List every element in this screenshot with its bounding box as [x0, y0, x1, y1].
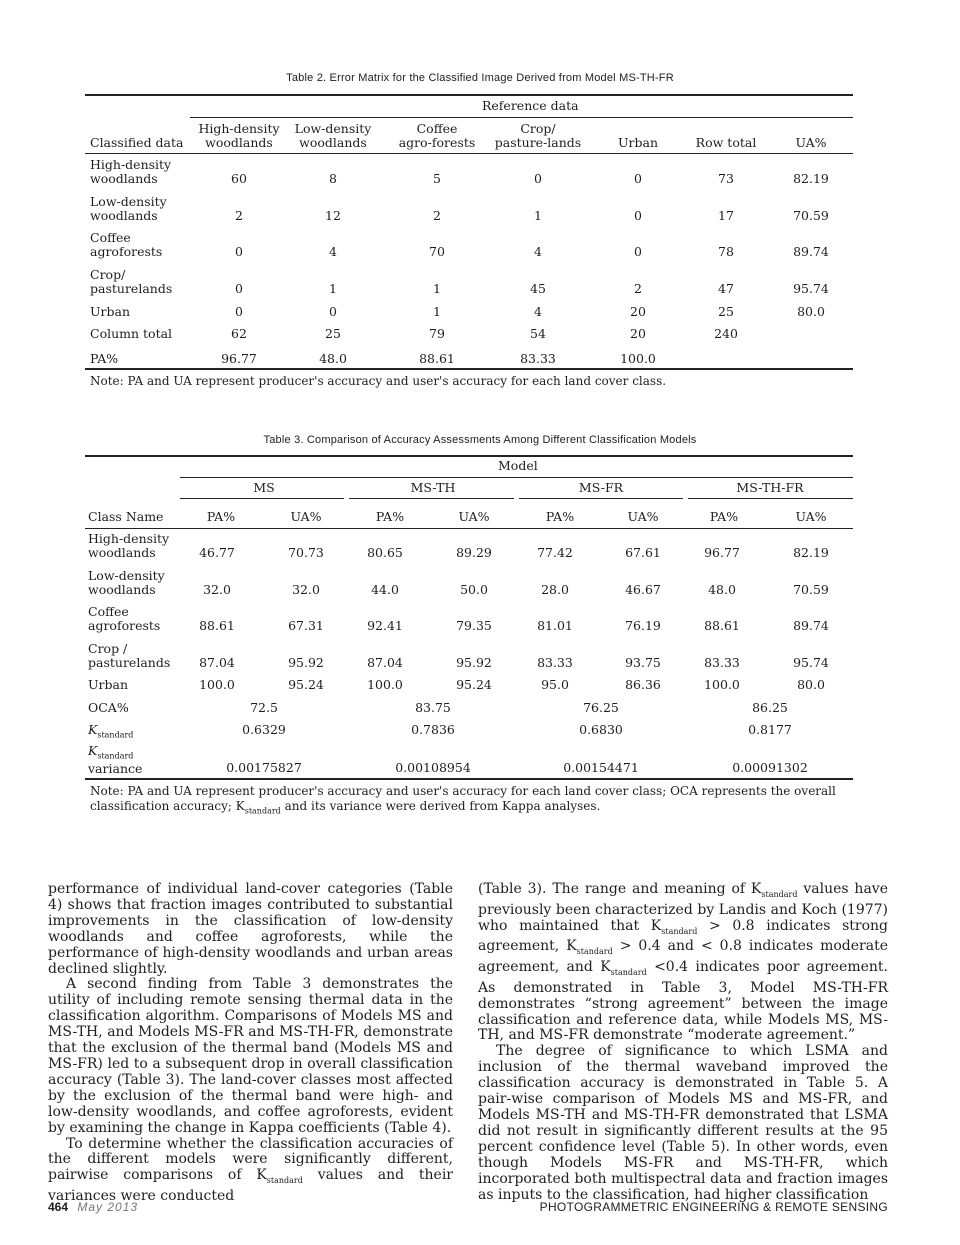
- table3-cell: 77.42: [537, 545, 573, 560]
- table3-note-line1: Note: PA and UA represent producer's accuracy and user's accuracy for each land cover class; OCA represents the overall: [90, 784, 836, 798]
- left-paragraph-1: performance of individual land-cover categories (Table 4) shows that fraction images contributed to substantial improvements in the classification of low-density woodlands and coffee agroforests, while the performance of high-density woodlands and urban areas declined slightly.: [48, 881, 453, 977]
- table3-cell: 70.73: [288, 545, 324, 560]
- table3-cell: 87.04: [199, 655, 235, 670]
- table3-cell: 83.33: [704, 655, 740, 670]
- table3-cell: 100.0: [199, 677, 235, 692]
- table3-span-rule: [180, 477, 853, 478]
- table2-cell: 89.74: [793, 244, 829, 259]
- table2-cell: 48.0: [319, 351, 347, 366]
- table2-cell: 0: [634, 208, 642, 223]
- table3-kappa-value: 0.7836: [411, 722, 455, 737]
- table3-cell: 79.35: [456, 618, 492, 633]
- table3-cell: 67.61: [625, 545, 661, 560]
- table3-subheader: UA%: [627, 509, 659, 524]
- table2-cell: 8: [329, 171, 337, 186]
- table3-bottom-rule: [85, 778, 853, 780]
- right-column: [478, 882, 888, 1203]
- table2-cell: 82.19: [793, 171, 829, 186]
- table2-col-high-density: High-density woodlands: [198, 121, 280, 150]
- table3-row-label: High-density woodlands: [88, 531, 170, 560]
- table2-cell: 20: [630, 326, 646, 341]
- table3-cell: 100.0: [704, 677, 740, 692]
- table2-cell: 95.74: [793, 281, 829, 296]
- table2-cell: 70: [429, 244, 445, 259]
- table3-subheader: UA%: [795, 509, 827, 524]
- table2-col-coffee: Coffee agro-forests: [398, 121, 476, 150]
- table2-cell: 1: [433, 304, 441, 319]
- table3-model-rule: [349, 498, 514, 499]
- table3-kvar-label: $K_{standard}$ variance: [88, 743, 143, 776]
- table2-cell: 54: [530, 326, 546, 341]
- table2-cell: 25: [325, 326, 341, 341]
- table3-caption: Table 3. Comparison of Accuracy Assessments Among Different Classification Models: [263, 434, 697, 446]
- table3-cell: 81.01: [537, 618, 573, 633]
- table3-cell: 28.0: [541, 582, 569, 597]
- table3-cell: 95.74: [793, 655, 829, 670]
- table3-cell: 80.0: [797, 677, 825, 692]
- table2-cell: 4: [534, 244, 542, 259]
- table3-model-ms: MS: [253, 480, 275, 495]
- table3-cell: 100.0: [367, 677, 403, 692]
- table3-cell: 95.92: [456, 655, 492, 670]
- table3-row-label: Low-density woodlands: [88, 568, 165, 597]
- table3-kappa-value: 0.6830: [579, 722, 623, 737]
- table2-cell: 2: [634, 281, 642, 296]
- table3-cell: 48.0: [708, 582, 736, 597]
- table2-cell: 1: [433, 281, 441, 296]
- table2-col-urban: Urban: [617, 135, 659, 150]
- table3-kappa-value: 0.6329: [242, 722, 286, 737]
- issue-date: May 2013: [77, 1200, 139, 1214]
- table2-cell: 100.0: [620, 351, 656, 366]
- table3-kvar-value: 0.00175827: [226, 760, 302, 775]
- table2-col-classified-data: Classified data: [90, 135, 184, 150]
- table3-cell: 95.24: [456, 677, 492, 692]
- table2-head-rule: [85, 153, 853, 154]
- table3-cell: 46.77: [199, 545, 235, 560]
- table3-subheader: PA%: [206, 509, 236, 524]
- table3-cell: 89.74: [793, 618, 829, 633]
- table3-cell: 32.0: [203, 582, 231, 597]
- table3-cell: 95.92: [288, 655, 324, 670]
- table2-cell: 0: [534, 171, 542, 186]
- table2-cell: 78: [718, 244, 734, 259]
- table2-cell: 47: [718, 281, 734, 296]
- footer-left: [48, 1200, 138, 1214]
- table2-note: Note: PA and UA represent producer's accuracy and user's accuracy for each land cover class.: [90, 374, 667, 388]
- table3-model-ms-fr: MS-FR: [578, 480, 624, 495]
- table3-subheader: PA%: [709, 509, 739, 524]
- table3-cell: 93.75: [625, 655, 661, 670]
- table2-row-label: Column total: [90, 326, 173, 341]
- table3-model-ms-th-fr: MS-TH-FR: [736, 480, 804, 495]
- page-number: 464: [48, 1200, 69, 1214]
- table3-cell: 96.77: [704, 545, 740, 560]
- table3-cell: 86.36: [625, 677, 661, 692]
- table3-cell: 80.65: [367, 545, 403, 560]
- table2-cell: 0: [235, 281, 243, 296]
- table2-row-label: Low-density woodlands: [90, 194, 167, 223]
- table2-cell: 60: [231, 171, 247, 186]
- table3-subheader: UA%: [290, 509, 322, 524]
- table2-cell: 62: [231, 326, 247, 341]
- table3-cell: 89.29: [456, 545, 492, 560]
- table3-row-label: Urban: [88, 677, 129, 692]
- table2-cell: 70.59: [793, 208, 829, 223]
- table2-top-rule: [85, 94, 853, 96]
- table3-subheader: PA%: [375, 509, 405, 524]
- table2-cell: 1: [329, 281, 337, 296]
- table2-cell: 0: [235, 244, 243, 259]
- table3-row-label: Crop / pasturelands: [88, 641, 171, 670]
- table2-span-header: Reference data: [482, 98, 579, 113]
- table3-kappa-value: 0.8177: [748, 722, 792, 737]
- table3-cell: 76.19: [625, 618, 661, 633]
- table3-class-header: Class Name: [88, 509, 164, 524]
- table2-cell: 5: [433, 171, 441, 186]
- table2-cell: 25: [718, 304, 734, 319]
- table2-cell: 0: [634, 171, 642, 186]
- table2-cell: 80.0: [797, 304, 825, 319]
- table2-row-label: High-density woodlands: [90, 157, 172, 186]
- table3-top-rule: [85, 455, 853, 457]
- table3-model-rule: [519, 498, 683, 499]
- table3-model-rule: [180, 498, 344, 499]
- table3-cell: 46.67: [625, 582, 661, 597]
- table2-col-ua: UA%: [795, 135, 827, 150]
- table2-row-label: Urban: [90, 304, 131, 319]
- table3-cell: 88.61: [704, 618, 740, 633]
- table2-cell: 20: [630, 304, 646, 319]
- table3-oca-value: 83.75: [415, 700, 451, 715]
- table3-kvar-value: 0.00091302: [732, 760, 808, 775]
- table2-cell: 17: [718, 208, 734, 223]
- table2-col-crop-pasture: Crop/ pasture-lands: [494, 121, 582, 150]
- table3-cell: 82.19: [793, 545, 829, 560]
- table3-cell: 95.0: [541, 677, 569, 692]
- table3-note-line2: classification accuracy; $K_{standard}$ and its variance were derived from Kappa analyses.: [90, 799, 601, 816]
- table3-cell: 32.0: [292, 582, 320, 597]
- table2-row-label: Coffee agroforests: [90, 230, 163, 259]
- table3-kappa-label: $K_{standard}$: [88, 722, 134, 740]
- table2-col-row-total: Row total: [695, 135, 757, 150]
- table3-subheader: UA%: [458, 509, 490, 524]
- right-paragraph-2: The degree of significance to which LSMA and inclusion of the thermal waveband improved the classification accuracy is demonstrated in Table 5. A pair-wise comparison of Models MS and MS-FR, and Models MS-TH and MS-TH-FR demonstrated that LSMA did not result in significantly different results at the 95 percent confidence level (Table 5). In other words, even though Models MS-FR and MS-TH-FR, which incorporated both multispectral data and fraction images as inputs to the classification, had higher classification: [478, 1043, 888, 1203]
- right-paragraph-1: (Table 3). The range and meaning of $K_{standard}$ values have previously been characterized by Landis and Koch (1977) who maintained that $K_{standard} > 0.8$ indicates strong agreement, $K_{standard} > 0.4$ and < 0.8 indicates moderate agreement, and $K_{standard} <0.4$ indicates poor agreement. As demonstrated in Table 3, Model MS-TH-FR demonstrates “strong agreement” between the image classification and reference data, while Models MS, MS-TH, and MS-FR demonstrate “moderate agreement.”: [478, 881, 888, 1044]
- left-paragraph-2: A second finding from Table 3 demonstrates the utility of including remote sensing thermal data in the classification algorithm. Comparisons of Models MS and MS-TH, and Models MS-FR and MS-TH-FR, demonstrate that the exclusion of the thermal band (Models MS and MS-FR) led to a subsequent drop in overall classification accuracy (Table 3). The land-cover classes most affected by the exclusion of the thermal band were high- and low-density woodlands, and coffee agroforests, evident by examining the change in Kappa coefficients (Table 4).: [48, 976, 453, 1136]
- table2-cell: 12: [325, 208, 341, 223]
- table2-cell: 83.33: [520, 351, 556, 366]
- table3-oca-value: 72.5: [250, 700, 278, 715]
- table2-cell: 0: [634, 244, 642, 259]
- table2-cell: 79: [429, 326, 445, 341]
- table3-head-rule: [85, 528, 853, 529]
- table3-model-rule: [688, 498, 853, 499]
- table2-cell: 1: [534, 208, 542, 223]
- table2-cell: 88.61: [419, 351, 455, 366]
- table3-cell: 50.0: [460, 582, 488, 597]
- table2-span-rule: [190, 117, 853, 118]
- table3-cell: 87.04: [367, 655, 403, 670]
- table2-cell: 45: [530, 281, 546, 296]
- table3-kvar-value: 0.00154471: [563, 760, 639, 775]
- table2-cell: 2: [235, 208, 243, 223]
- table3-cell: 95.24: [288, 677, 324, 692]
- table2-row-label: PA%: [90, 351, 119, 366]
- table2-cell: 0: [235, 304, 243, 319]
- left-column: [48, 882, 453, 1205]
- table2-cell: 4: [534, 304, 542, 319]
- table3-subheader: PA%: [545, 509, 575, 524]
- table3-span-header: Model: [498, 458, 538, 473]
- table3-cell: 88.61: [199, 618, 235, 633]
- left-paragraph-3: To determine whether the classification accuracies of the different models were significantly different, pairwise comparisons of $K_{standard}$ values and their variances were conducted: [48, 1135, 453, 1205]
- table3-oca-value: 86.25: [752, 700, 788, 715]
- table3-oca-value: 76.25: [583, 700, 619, 715]
- table3-cell: 83.33: [537, 655, 573, 670]
- table2-cell: 4: [329, 244, 337, 259]
- table3-kvar-value: 0.00108954: [395, 760, 471, 775]
- table2-caption: Table 2. Error Matrix for the Classified Image Derived from Model MS-TH-FR: [286, 72, 674, 84]
- table3-cell: 92.41: [367, 618, 403, 633]
- table3-cell: 67.31: [288, 618, 324, 633]
- table3-cell: 44.0: [371, 582, 399, 597]
- table3-model-ms-th: MS-TH: [410, 480, 456, 495]
- journal-name: PHOTOGRAMMETRIC ENGINEERING & REMOTE SENSING: [539, 1200, 888, 1214]
- table2-cell: 96.77: [221, 351, 257, 366]
- table3-row-label: Coffee agroforests: [88, 604, 161, 633]
- table2-row-label: Crop/ pasturelands: [90, 267, 173, 296]
- table3-cell: 70.59: [793, 582, 829, 597]
- table2-cell: 73: [718, 171, 734, 186]
- table3-oca-label: OCA%: [88, 700, 129, 715]
- table2-col-low-density: Low-density woodlands: [294, 121, 372, 150]
- table2-cell: 0: [329, 304, 337, 319]
- table2-cell: 2: [433, 208, 441, 223]
- table2-bottom-rule: [85, 368, 853, 370]
- table2-cell: 240: [714, 326, 738, 341]
